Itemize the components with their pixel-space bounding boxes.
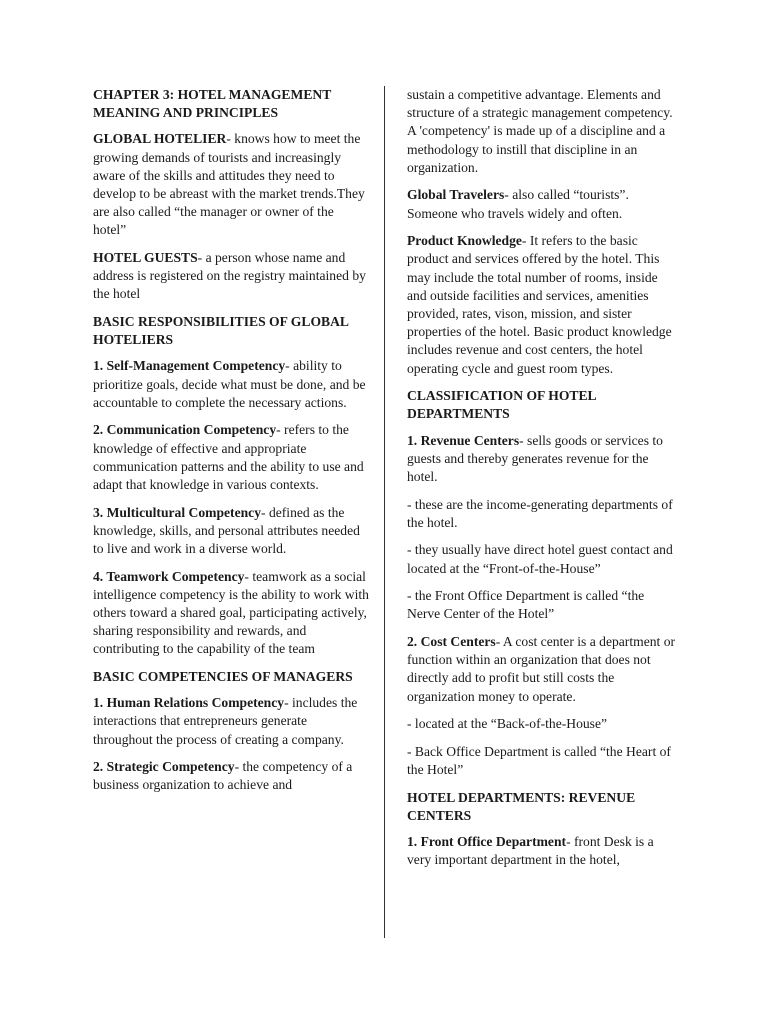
basic-competencies-heading: BASIC COMPETENCIES OF MANAGERS: [93, 669, 353, 685]
multicultural-definition: [93, 504, 369, 559]
human-relations-definition: [93, 694, 369, 749]
definition-text: - the competency of a business organization to achieve and: [93, 759, 353, 793]
self-management-definition: [93, 357, 369, 412]
term: 2. Cost Centers: [407, 634, 496, 650]
definition-text: - It refers to the basic product and services offered by the hotel. This may include the total number of rooms, inside and outside facilities and services, amenities provided, rates, vison, mission, and sister properties of the hotel. Basic product knowledge includes revenue and cost centers, the hotel operating cycle and guest room types.: [407, 233, 672, 376]
cost-centers-definition: [407, 633, 679, 706]
basic-responsibilities-heading: BASIC RESPONSIBILITIES OF GLOBAL HOTELIERS: [93, 314, 349, 348]
hotel-guests-definition: [93, 249, 369, 304]
term: 2. Strategic Competency: [93, 759, 235, 775]
teamwork-definition: [93, 568, 369, 659]
term: 4. Teamwork Competency: [93, 568, 245, 584]
revenue-note: - the Front Office Department is called “the Nerve Center of the Hotel”: [407, 588, 645, 622]
term: 1. Revenue Centers: [407, 432, 520, 448]
definition-text: - refers to the knowledge of effective and appropriate communication patterns and the ability to use and adapt that knowledge in various contexts.: [93, 422, 364, 493]
revenue-centers-definition: [407, 432, 679, 487]
definition-text: - A cost center is a department or function within an organization that does not directly add to profit but still costs the organization money to operate.: [407, 634, 676, 704]
term: Global Travelers: [407, 187, 505, 203]
cost-note: - located at the “Back-of-the-House”: [407, 716, 608, 732]
cost-note: - Back Office Department is called “the Heart of the Hotel”: [407, 743, 671, 778]
term: 1. Self-Management Competency: [93, 358, 286, 374]
definition-text: - knows how to meet the growing demands of tourists and increasingly aware of the skills and attitudes they need to develop to be abreast with the market trends.They are also called “the manager or owner of the hotel”: [93, 131, 365, 238]
term: 3. Multicultural Competency: [93, 504, 262, 520]
revenue-note: - they usually have direct hotel guest contact and located at the “Front-of-the-House”: [407, 542, 673, 576]
revenue-departments-heading: HOTEL DEPARTMENTS: REVENUE CENTERS: [407, 789, 636, 823]
strategic-continuation: sustain a competitive advantage. Elements and structure of a strategic management competency. A 'competency' is made up of a discipline and a methodology to instill that discipline in an organization.: [407, 87, 673, 175]
definition-text: - sells goods or services to guests and thereby generates revenue for the hotel.: [407, 432, 663, 485]
communication-definition: [93, 421, 369, 494]
chapter-title: CHAPTER 3: HOTEL MANAGEMENT MEANING AND PRINCIPLES: [93, 87, 332, 121]
definition-text: - also called “tourists”. Someone who travels widely and often.: [407, 187, 629, 221]
left-column: [93, 86, 369, 804]
classification-heading: CLASSIFICATION OF HOTEL DEPARTMENTS: [407, 388, 596, 422]
definition-text: - a person whose name and address is registered on the registry maintained by the hotel: [93, 250, 366, 302]
term: 1. Front Office Department: [407, 834, 567, 850]
definition-text: - teamwork as a social intelligence competency is the ability to work with others toward a shared goal, participating actively, sharing responsibility and rewards, and contributing to the capability of the team: [93, 568, 369, 657]
term: Product Knowledge: [407, 233, 522, 249]
global-hotelier-definition: [93, 130, 369, 239]
strategic-definition: [93, 758, 369, 794]
definition-text: - front Desk is a very important department in the hotel,: [407, 834, 654, 868]
definition-text: - includes the interactions that entrepreneurs generate throughout the process of creating a company.: [93, 695, 358, 747]
product-knowledge-definition: [407, 232, 679, 378]
column-divider: [384, 86, 385, 938]
front-office-definition: [407, 833, 679, 869]
definition-text: - defined as the knowledge, skills, and personal attributes needed to live and work in a diverse world.: [93, 504, 360, 557]
term: HOTEL GUESTS: [93, 250, 198, 266]
right-column: [407, 86, 679, 879]
definition-text: - ability to prioritize goals, decide what must be done, and be accountable to complete the necessary actions.: [93, 358, 366, 410]
revenue-note: - these are the income-generating departments of the hotel.: [407, 496, 673, 530]
term: GLOBAL HOTELIER: [93, 131, 227, 147]
global-travelers-definition: [407, 186, 679, 222]
term: 1. Human Relations Competency: [93, 695, 285, 711]
term: 2. Communication Competency: [93, 422, 277, 438]
